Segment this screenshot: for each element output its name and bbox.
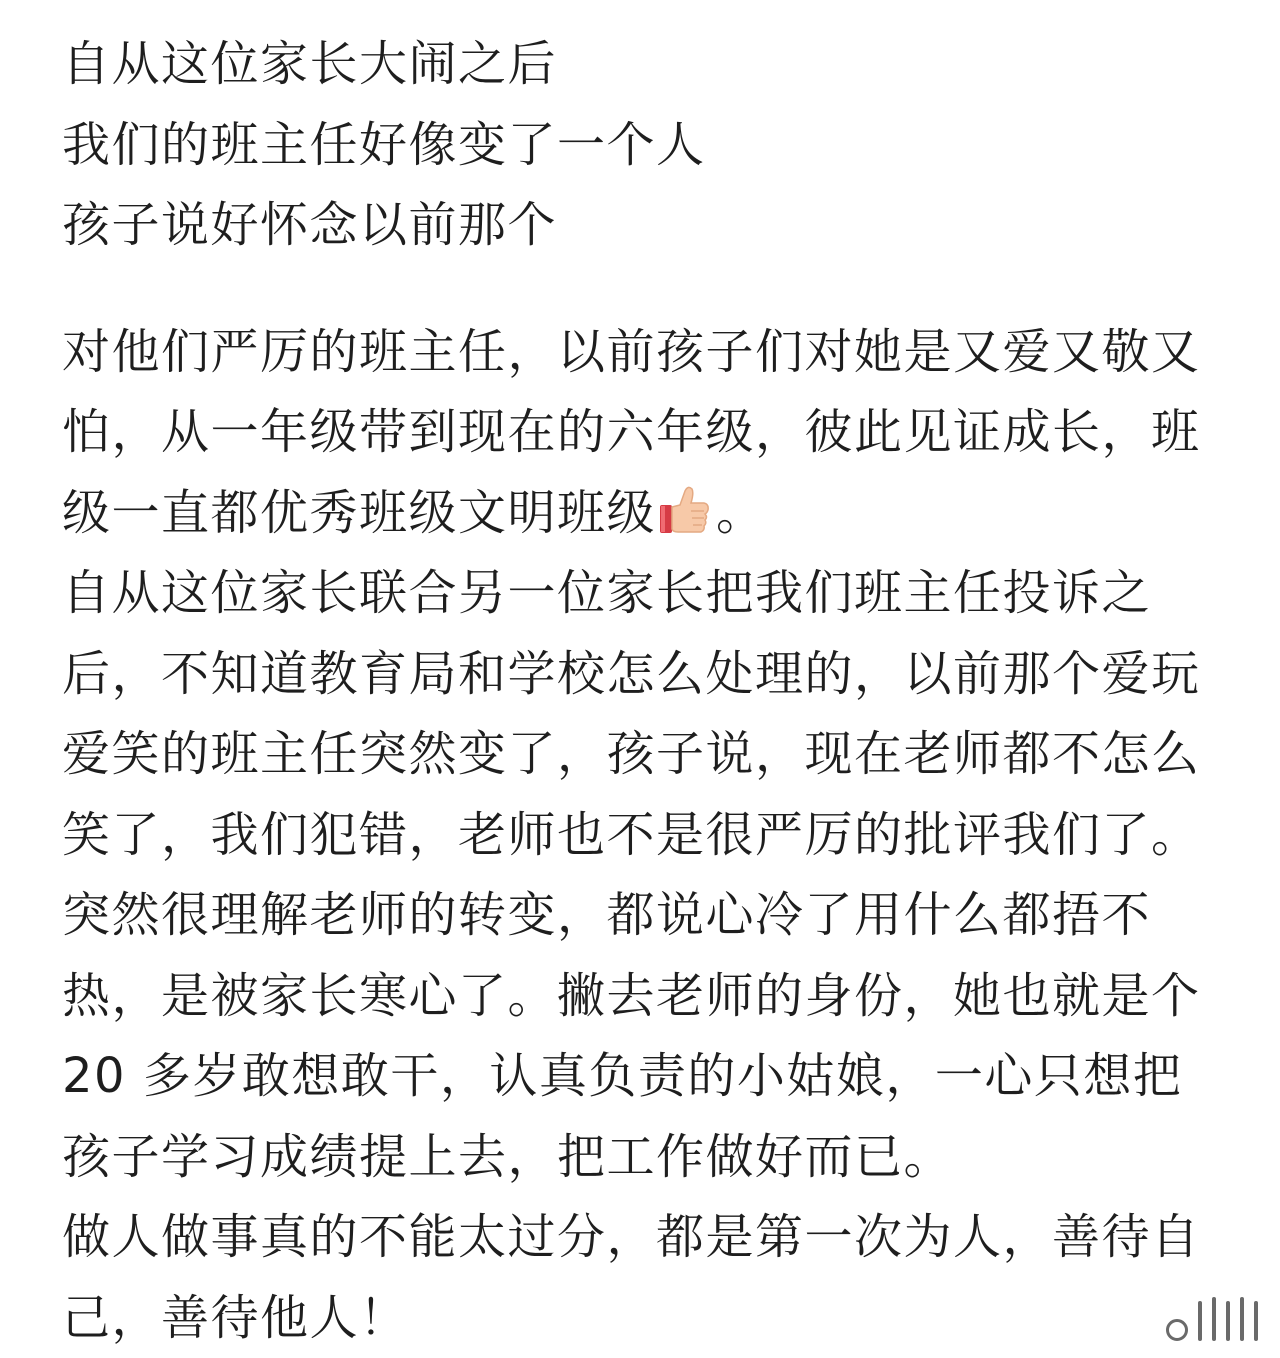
- watermark-bar: [1240, 1297, 1244, 1341]
- text-line: 自从这位家长大闹之后: [62, 24, 1222, 105]
- watermark-dot: [1166, 1319, 1188, 1341]
- thumbs-up-icon: [658, 479, 710, 560]
- watermark-bar: [1198, 1301, 1202, 1341]
- text-segment: 级一直都优秀班级文明班级: [62, 485, 656, 541]
- text-line: 笑了，我们犯错，老师也不是很严厉的批评我们了。: [62, 795, 1222, 876]
- text-line-with-emoji: [62, 473, 1222, 554]
- text-line: 自从这位家长联合另一位家长把我们班主任投诉之: [62, 553, 1222, 634]
- text-line: 爱笑的班主任突然变了，孩子说，现在老师都不怎么: [62, 714, 1222, 795]
- text-line: 突然很理解老师的转变，都说心冷了用什么都捂不: [62, 875, 1222, 956]
- watermark-logo-icon: [1166, 1297, 1258, 1341]
- watermark-bar: [1254, 1301, 1258, 1341]
- watermark-bar: [1226, 1301, 1230, 1341]
- text-line: 己，善待他人！: [62, 1278, 1222, 1358]
- text-line: 后，不知道教育局和学校怎么处理的，以前那个爱玩: [62, 634, 1222, 715]
- text-line: 做人做事真的不能太过分，都是第一次为人，善待自: [62, 1197, 1222, 1278]
- text-segment: 。: [716, 485, 766, 541]
- text-line: 孩子说好怀念以前那个: [62, 185, 1222, 266]
- text-line: 孩子学习成绩提上去，把工作做好而已。: [62, 1117, 1222, 1198]
- text-line: 我们的班主任好像变了一个人: [62, 105, 1222, 186]
- paragraph-gap: [62, 266, 1222, 312]
- post-content: [62, 24, 1222, 1358]
- text-line: 怕，从一年级带到现在的六年级，彼此见证成长，班: [62, 392, 1222, 473]
- text-line: 热，是被家长寒心了。撇去老师的身份，她也就是个: [62, 956, 1222, 1037]
- text-line: 20 多岁敢想敢干，认真负责的小姑娘，一心只想把: [62, 1036, 1222, 1117]
- text-line: 对他们严厉的班主任，以前孩子们对她是又爱又敬又: [62, 312, 1222, 393]
- watermark-bar: [1212, 1297, 1216, 1341]
